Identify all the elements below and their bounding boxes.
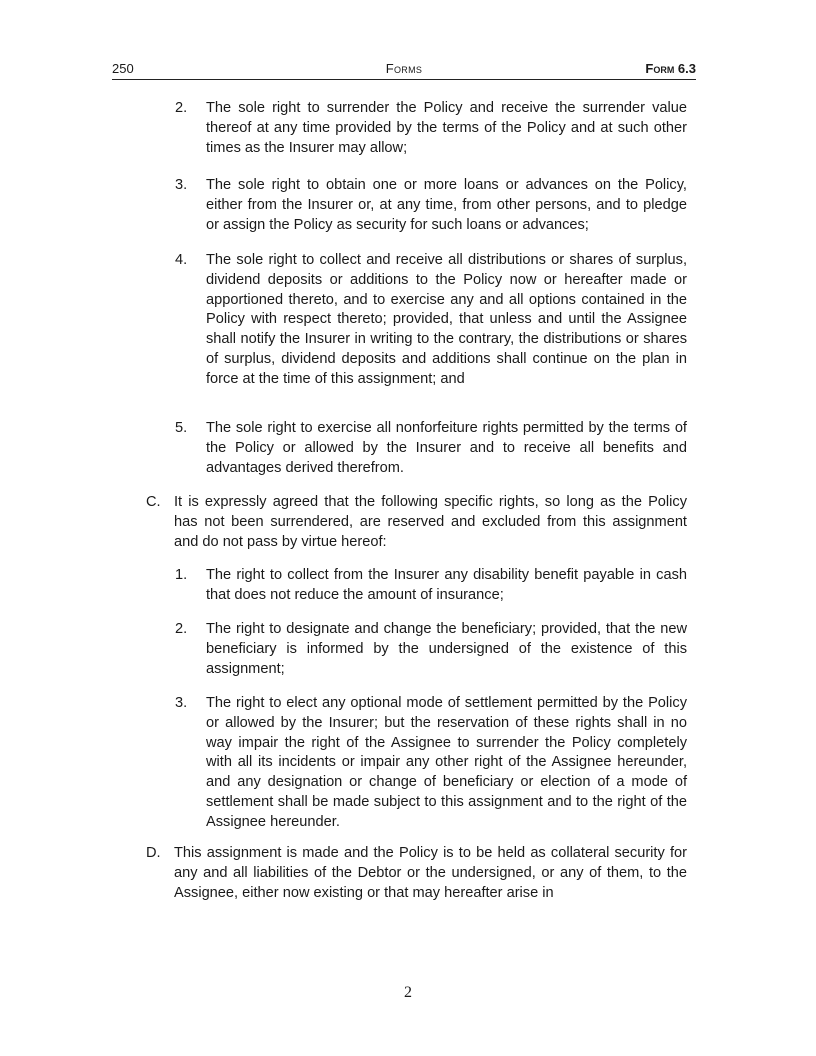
section-text: This assignment is made and the Policy is to be held as collateral security for any and all liabilities of the Debtor or the undersigned, or any of them, to the Assignee, either now existing or that may hereafter arise in [174, 845, 687, 901]
header-form-label: Form 6.3 [645, 61, 696, 76]
section-text: It is expressly agreed that the following specific rights, so long as the Policy has not been surrendered, are reserved and excluded from this assignment and do not pass by virtue hereof: [174, 494, 687, 550]
list-marker: 3. [175, 177, 188, 193]
list-text: The sole right to exercise all nonforfeiture rights permitted by the terms of the Policy or allowed by the Insurer and to receive all benefits and advantages derived therefrom. [206, 420, 687, 476]
section-marker: C. [146, 494, 161, 510]
list-text: The sole right to collect and receive all distributions or shares of surplus, dividend deposits or additions to the Policy now or hereafter made or apportioned thereto, and to exercise any and all options contained in the Policy with respect thereto; provided, that unless and until the Assignee shall notify the Insurer in writing to the contrary, the distributions or shares of surplus, dividend deposits and additions shall continue on the plan in force at the time of this assignment; and [206, 252, 687, 387]
footer-page-number: 2 [404, 984, 412, 1001]
header-page-number: 250 [112, 61, 134, 76]
list-marker: 2. [175, 100, 188, 116]
list-marker: 2. [175, 621, 188, 637]
list-marker: 3. [175, 695, 188, 711]
list-text: The right to designate and change the beneficiary; provided, that the new beneficiary is informed by the undersigned of the existence of this assignment; [206, 621, 687, 677]
header-chapter-title: Forms [385, 61, 423, 76]
list-text: The sole right to obtain one or more loans or advances on the Policy, either from the Insurer or, at any time, from other persons, and to pledge or assign the Policy as security for such loans or advances; [206, 177, 687, 233]
list-text: The right to elect any optional mode of settlement permitted by the Policy or allowed by the Insurer; but the reservation of these rights shall in no way impair the right of the Assignee to surrender the Policy completely with all its incidents or impair any other right of the Assignee hereunder, and any designation or change of beneficiary or election of a mode of settlement shall be made subject to this assignment and to the right of the Assignee hereunder. [206, 695, 687, 830]
list-text: The sole right to surrender the Policy and receive the surrender value thereof at any time provided by the terms of the Policy and at such other times as the Insurer may allow; [206, 100, 687, 156]
list-marker: 5. [175, 420, 188, 436]
running-header [112, 59, 696, 80]
list-marker: 4. [175, 252, 188, 268]
section-marker: D. [146, 845, 161, 861]
list-marker: 1. [175, 567, 188, 583]
list-text: The right to collect from the Insurer any disability benefit payable in cash that does not reduce the amount of insurance; [206, 567, 687, 603]
